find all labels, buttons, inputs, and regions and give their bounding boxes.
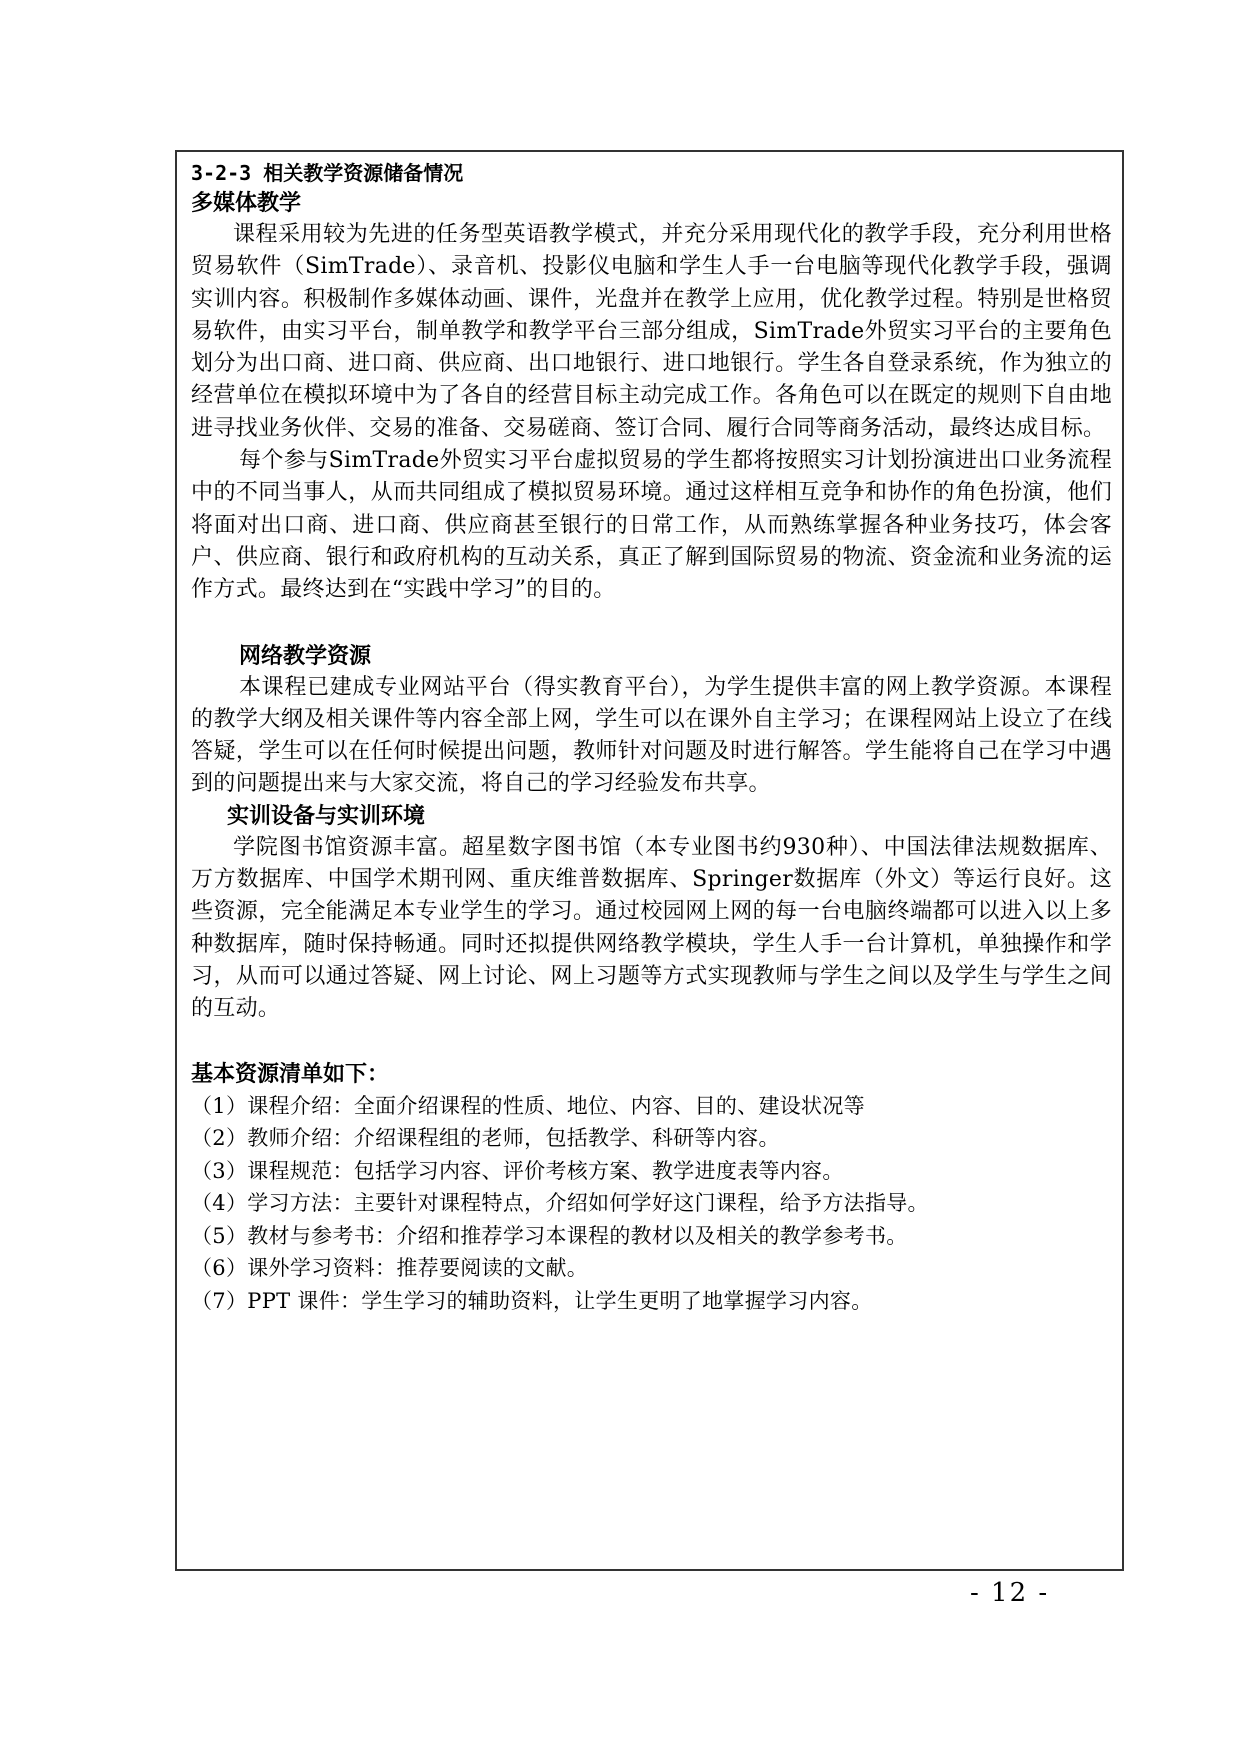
resources-list bbox=[191, 1090, 1112, 1318]
list-item: （6）课外学习资料：推荐要阅读的文献。 bbox=[191, 1256, 589, 1281]
list-item: （4）学习方法：主要针对课程特点，介绍如何学好这门课程，给予方法指导。 bbox=[191, 1191, 929, 1216]
network-paragraph: 本课程已建成专业网站平台（得实教育平台），为学生提供丰富的网上教学资源。本课程的教学大纲及相关课件等内容全部上网，学生可以在课外自主学习；在课程网站上设立了在线答疑，学生可以在任何时候提出问题，教师针对问题及时进行解答。学生能将自己在学习中遇到的问题提出来与大家交流，将自己的学习经验发布共享。 bbox=[191, 674, 1112, 797]
list-item: （1）课程介绍：全面介绍课程的性质、地位、内容、目的、建设状况等 bbox=[191, 1093, 865, 1118]
content-frame bbox=[175, 150, 1124, 1571]
training-paragraph: 学院图书馆资源丰富。超星数字图书馆（本专业图书约930种）、中国法律法规数据库、万方数据库、中国学术期刊网、重庆维普数据库、Springer数据库（外文）等运行良好。这些资源，完全能满足本专业学生的学习。通过校园网上网的每一台电脑终端都可以进入以上多种数据库，随时保持畅通。同时还拟提供网络教学模块，学生人手一台计算机，单独操作和学习，从而可以通过答疑、网上讨论、网上习题等方式实现教师与学生之间以及学生与学生之间的互动。 bbox=[191, 834, 1112, 1022]
list-item: （7）PPT 课件：学生学习的辅助资料，让学生更明了地掌握学习内容。 bbox=[191, 1288, 873, 1313]
list-item: （3）课程规范：包括学习内容、评价考核方案、教学进度表等内容。 bbox=[191, 1158, 844, 1183]
section-heading: 3-2-3 相关教学资源储备情况 bbox=[191, 161, 464, 185]
multimedia-paragraph-1: 课程采用较为先进的任务型英语教学模式，并充分采用现代化的教学手段，充分利用世格贸易软件（SimTrade）、录音机、投影仪电脑和学生人手一台电脑等现代化教学手段，强调实训内容。积极制作多媒体动画、课件，光盘并在教学上应用，优化教学过程。特别是世格贸易软件，由实习平台，制单教学和教学平台三部分组成，SimTrade外贸实习平台的主要角色划分为出口商、进口商、供应商、出口地银行、进口地银行。学生各自登录系统，作为独立的经营单位在模拟环境中为了各自的经营目标主动完成工作。各角色可以在既定的规则下自由地进寻找业务伙伴、交易的准备、交易磋商、签订合同、履行合同等商务活动，最终达成目标。 bbox=[191, 222, 1112, 441]
multimedia-heading: 多媒体教学 bbox=[191, 190, 302, 216]
content-body bbox=[191, 158, 1112, 1317]
page-number: - 12 - bbox=[970, 1578, 1050, 1608]
network-heading: 网络教学资源 bbox=[239, 642, 372, 669]
list-item: （2）教师介绍：介绍课程组的老师，包括教学、科研等内容。 bbox=[191, 1126, 780, 1151]
multimedia-paragraph-2: 每个参与SimTrade外贸实习平台虚拟贸易的学生都将按照实习计划扮演进出口业务流程中的不同当事人，从而共同组成了模拟贸易环境。通过这样相互竞争和协作的角色扮演，他们将面对出口商、进口商、供应商甚至银行的日常工作，从而熟练掌握各种业务技巧，体会客户、供应商、银行和政府机构的互动关系，真正了解到国际贸易的物流、资金流和业务流的运作方式。最终达到在“实践中学习”的目的。 bbox=[191, 448, 1112, 603]
resources-heading: 基本资源清单如下： bbox=[191, 1060, 390, 1087]
training-heading: 实训设备与实训环境 bbox=[227, 802, 426, 829]
list-item: （5）教材与参考书：介绍和推荐学习本课程的教材以及相关的教学参考书。 bbox=[191, 1223, 908, 1248]
